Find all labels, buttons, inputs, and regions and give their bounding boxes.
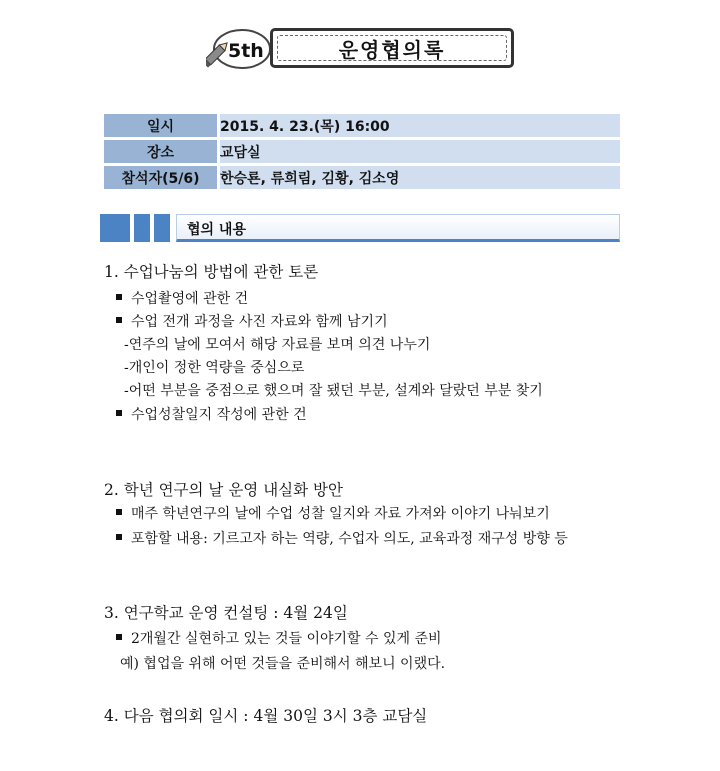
sub-item: -연주의 날에 모여서 해당 자료를 보며 의견 나누기 xyxy=(124,337,431,353)
info-row-attendees xyxy=(104,166,620,189)
info-row-place xyxy=(104,140,620,163)
sub-item: -어떤 부분을 중점으로 했으며 잘 됐던 부분, 설계와 달랐던 부분 찾기 xyxy=(124,383,543,399)
example-text: 예) 협업을 위해 어떤 것들을 준비해서 해보니 이랬다. xyxy=(120,656,446,672)
info-value: 교담실 xyxy=(220,140,620,163)
bullet-square-icon xyxy=(116,534,122,540)
section-bar-block xyxy=(154,214,170,242)
page-title: 운영협의록 xyxy=(277,35,507,61)
section-3-heading: 3. 연구학교 운영 컨설팅 : 4월 24일 xyxy=(104,604,348,622)
title-box xyxy=(270,28,514,68)
bullet-item: 수업촬영에 관한 건 xyxy=(116,288,248,308)
bullet-item: 매주 학년연구의 날에 수업 성찰 일지와 자료 가져와 이야기 나눠보기 xyxy=(116,503,550,523)
section-2-heading: 2. 학년 연구의 날 운영 내실화 방안 xyxy=(104,481,344,499)
bullet-item: 포함할 내용: 기르고자 하는 역량, 수업자 의도, 교육과정 재구성 방향 등 xyxy=(116,528,568,548)
section-title: 협의 내용 xyxy=(187,222,246,238)
bullet-square-icon xyxy=(116,634,122,640)
pencil-icon xyxy=(206,26,276,74)
bullet-square-icon xyxy=(116,317,122,323)
bullet-square-icon xyxy=(116,294,122,300)
section-header-bar xyxy=(100,214,620,242)
section-4-heading: 4. 다음 협의회 일시 : 4월 30일 3시 3층 교담실 xyxy=(104,707,428,725)
section-bar-main xyxy=(176,214,620,242)
info-label: 참석자(5/6) xyxy=(104,166,220,189)
info-label: 일시 xyxy=(104,114,220,137)
section-1-heading: 1. 수업나눔의 방법에 관한 토론 xyxy=(104,263,319,281)
bullet-item: 수업 전개 과정을 사진 자료와 함께 남기기 xyxy=(116,311,388,331)
bullet-square-icon xyxy=(116,410,122,416)
bullet-item: 2개월간 실현하고 있는 것들 이야기할 수 있게 준비 xyxy=(116,628,442,648)
info-label: 장소 xyxy=(104,140,220,163)
info-value: 2015. 4. 23.(목) 16:00 xyxy=(220,114,620,137)
sub-item: -개인이 정한 역량을 중심으로 xyxy=(124,360,305,376)
bullet-item: 수업성찰일지 작성에 관한 건 xyxy=(116,404,307,424)
info-value: 한승룐, 류희림, 김황, 김소영 xyxy=(220,166,620,189)
section-bar-block xyxy=(134,214,150,242)
header-badge: 5th xyxy=(228,40,264,62)
bullet-square-icon xyxy=(116,509,122,515)
meeting-info-table xyxy=(104,111,620,192)
document-header xyxy=(206,26,518,74)
info-row-date xyxy=(104,114,620,137)
section-bar-block xyxy=(100,214,130,242)
